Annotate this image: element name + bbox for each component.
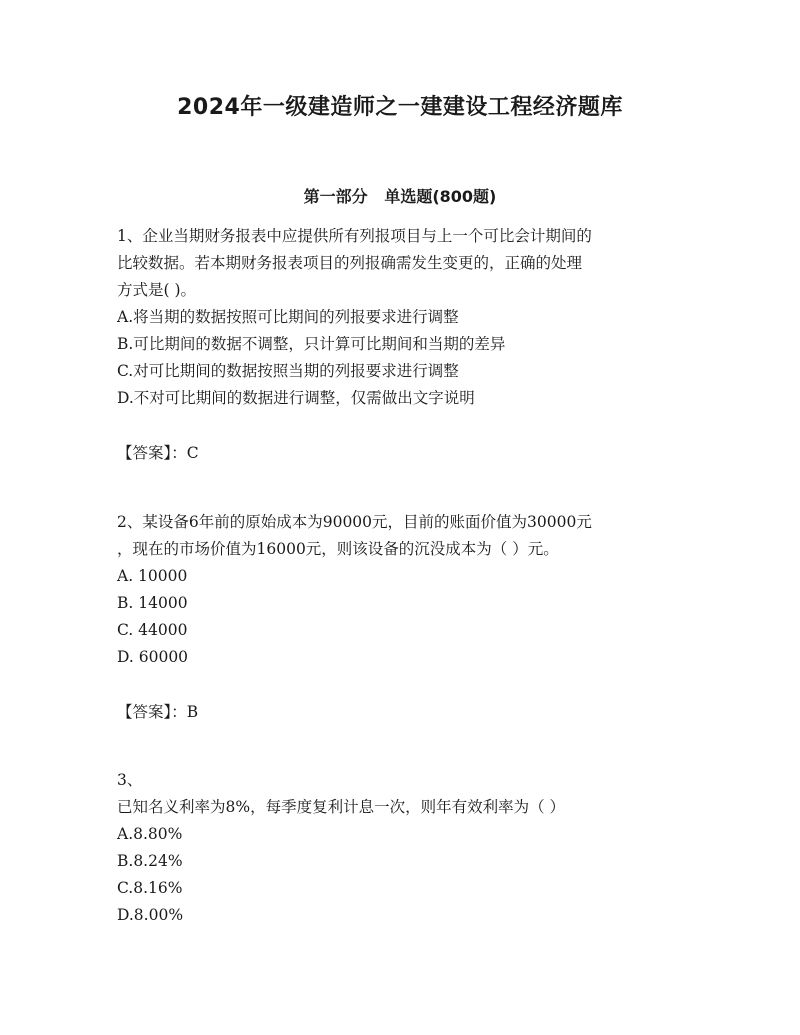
answer-label: 【答案】 <box>117 703 172 721</box>
question-3-option-b: B.8.24% <box>117 852 183 870</box>
section-heading: 第一部分 单选题(800题) <box>303 187 497 206</box>
question-3-option-a: A.8.80% <box>117 825 183 843</box>
question-3-option-c: C.8.16% <box>117 879 183 897</box>
question-1-stem-line-3: 方式是( )。 <box>117 281 197 299</box>
answer-label: 【答案】 <box>117 444 172 462</box>
question-1-answer <box>117 442 199 464</box>
question-3-stem-line-1: 3、 <box>117 771 143 789</box>
question-2-answer <box>117 701 198 723</box>
question-2-option-d: D. 60000 <box>117 648 189 666</box>
question-1-stem-line-1: 1、企业当期财务报表中应提供所有列报项目与上一个可比会计期间的 <box>117 227 592 245</box>
document-title: 2024年一级建造师之一建建设工程经济题库 <box>177 95 623 120</box>
question-2-option-a: A. 10000 <box>117 567 188 585</box>
question-3-stem-line-2: 已知名义利率为8%，每季度复利计息一次，则年有效利率为（ ） <box>117 798 566 816</box>
question-2-stem-line-2: ，现在的市场价值为16000元，则该设备的沉没成本为（ ）元。 <box>117 540 559 558</box>
question-1-option-b: B.可比期间的数据不调整，只计算可比期间和当期的差异 <box>117 335 506 353</box>
question-1-option-c: C.对可比期间的数据按照当期的列报要求进行调整 <box>117 362 459 380</box>
question-2-option-b: B. 14000 <box>117 594 188 612</box>
question-1-option-d: D.不对可比期间的数据进行调整，仅需做出文字说明 <box>117 389 475 407</box>
question-2-option-c: C. 44000 <box>117 621 188 639</box>
question-2-stem-line-1: 2、某设备6年前的原始成本为90000元，目前的账面价值为30000元 <box>117 513 592 531</box>
answer-value: ：B <box>171 703 199 721</box>
answer-value: ：C <box>171 444 199 462</box>
question-1-stem-line-2: 比较数据。若本期财务报表项目的列报确需发生变更的，正确的处理 <box>117 254 583 272</box>
question-3-option-d: D.8.00% <box>117 906 184 924</box>
question-1-option-a: A.将当期的数据按照可比期间的列报要求进行调整 <box>117 308 459 326</box>
